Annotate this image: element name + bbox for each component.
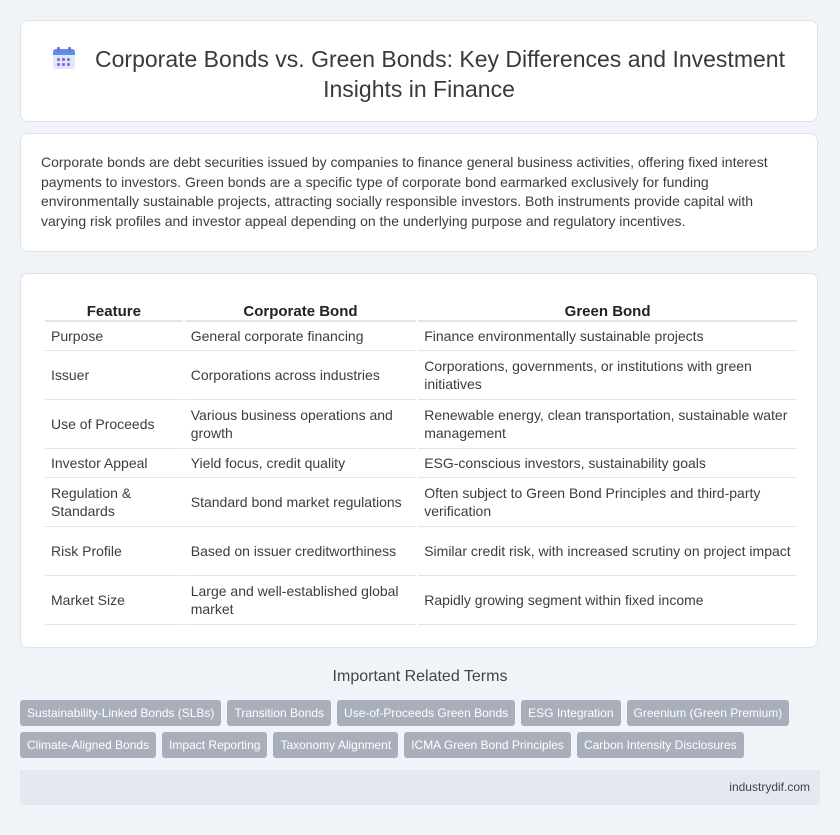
cell-corporate: Large and well-established global market	[185, 576, 416, 625]
page-title-block	[21, 44, 817, 104]
cell-corporate: Yield focus, credit quality	[185, 449, 416, 478]
calendar-icon	[53, 47, 75, 69]
page-title: Corporate Bonds vs. Green Bonds: Key Differences and Investment Insights in Finance	[95, 46, 785, 102]
tag-row	[20, 732, 820, 758]
cell-green: Finance environmentally sustainable projects	[418, 322, 797, 351]
tag-esg-integration[interactable]: ESG Integration	[521, 700, 620, 726]
cell-feature: Purpose	[45, 322, 183, 351]
cell-green: Similar credit risk, with increased scrutiny on project impact	[418, 527, 797, 576]
cell-feature: Investor Appeal	[45, 449, 183, 478]
tag-greenium[interactable]: Greenium (Green Premium)	[627, 700, 790, 726]
cell-feature: Risk Profile	[45, 527, 183, 576]
tag-row	[20, 700, 820, 726]
cell-green: Often subject to Green Bond Principles and third-party verification	[418, 478, 797, 527]
cell-corporate: Standard bond market regulations	[185, 478, 416, 527]
tag-taxonomy-alignment[interactable]: Taxonomy Alignment	[273, 732, 398, 758]
cell-green: Corporations, governments, or institutions with green initiatives	[418, 351, 797, 400]
cell-feature: Market Size	[45, 576, 183, 625]
tag-climate-aligned-bonds[interactable]: Climate-Aligned Bonds	[20, 732, 156, 758]
tag-transition-bonds[interactable]: Transition Bonds	[227, 700, 331, 726]
cell-corporate: General corporate financing	[185, 322, 416, 351]
related-terms-tags	[20, 700, 820, 764]
cell-green: Renewable energy, clean transportation, sustainable water management	[418, 400, 797, 449]
cell-corporate: Corporations across industries	[185, 351, 416, 400]
header-corporate-bond: Corporate Bond	[185, 294, 416, 322]
header-feature: Feature	[45, 294, 183, 322]
table-row	[45, 322, 797, 351]
tag-carbon-intensity-disclosures[interactable]: Carbon Intensity Disclosures	[577, 732, 744, 758]
intro-paragraph: Corporate bonds are debt securities issued by companies to finance general business activities, offering fixed interest payments to investors. Green bonds are a specific type of corporate bond earmarked exclusively for funding environmentally sustainable projects, attracting socially responsible investors. Both instruments provide capital with varying risk profiles and investor appeal depending on the underlying purpose and regulatory incentives.	[41, 154, 768, 229]
table-row	[45, 527, 797, 576]
cell-green: ESG-conscious investors, sustainability goals	[418, 449, 797, 478]
table-header-row	[45, 294, 797, 322]
table-row	[45, 351, 797, 400]
tag-icma-green-bond-principles[interactable]: ICMA Green Bond Principles	[404, 732, 571, 758]
footer-site-link[interactable]: industrydif.com	[729, 780, 810, 794]
tag-impact-reporting[interactable]: Impact Reporting	[162, 732, 267, 758]
title-card	[20, 20, 818, 122]
comparison-table	[43, 294, 799, 625]
related-terms-title: Important Related Terms	[332, 668, 508, 685]
tag-use-of-proceeds-green-bonds[interactable]: Use-of-Proceeds Green Bonds	[337, 700, 515, 726]
table-row	[45, 478, 797, 527]
comparison-card	[20, 273, 818, 648]
cell-green: Rapidly growing segment within fixed income	[418, 576, 797, 625]
cell-corporate: Various business operations and growth	[185, 400, 416, 449]
intro-card	[20, 133, 818, 252]
table-row	[45, 576, 797, 625]
tag-sustainability-linked-bonds[interactable]: Sustainability-Linked Bonds (SLBs)	[20, 700, 221, 726]
cell-corporate: Based on issuer creditworthiness	[185, 527, 416, 576]
header-green-bond: Green Bond	[418, 294, 797, 322]
cell-feature: Regulation & Standards	[45, 478, 183, 527]
footer	[20, 770, 820, 805]
cell-feature: Use of Proceeds	[45, 400, 183, 449]
table-row	[45, 400, 797, 449]
cell-feature: Issuer	[45, 351, 183, 400]
table-row	[45, 449, 797, 478]
